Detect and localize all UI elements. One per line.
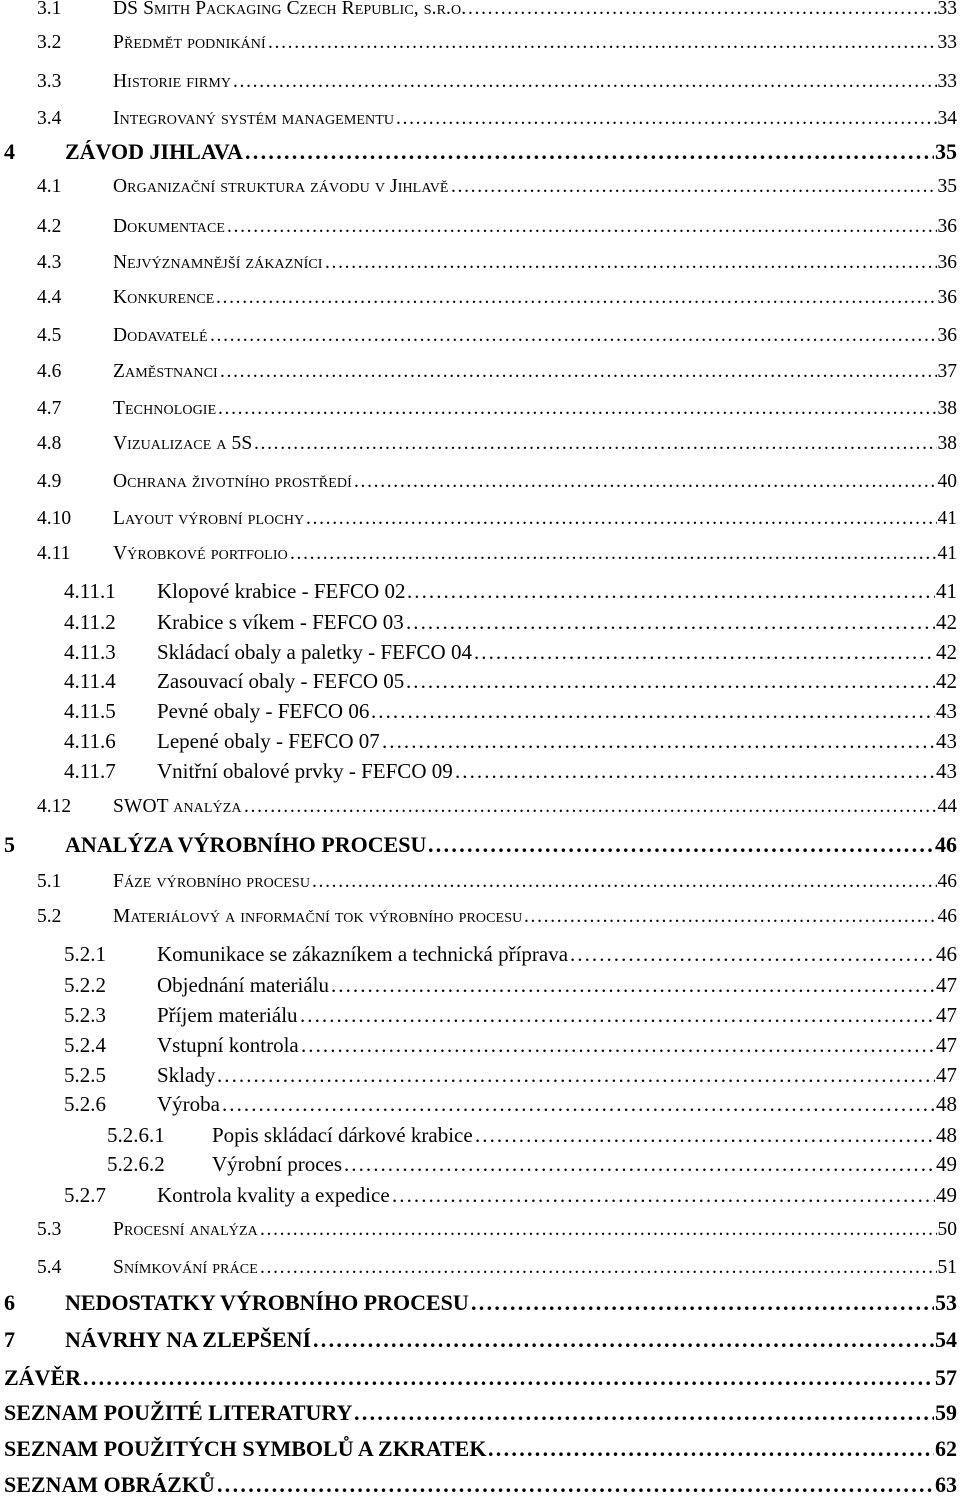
dot-leader <box>227 216 937 238</box>
toc-entry-number: 4.4 <box>37 287 62 308</box>
toc-entry[interactable] <box>0 543 957 565</box>
toc-entry-number: 5.2.6 <box>64 1091 106 1116</box>
dot-leader <box>245 139 934 164</box>
toc-entry-number: 4.1 <box>37 176 62 197</box>
toc-entry-title: Materiálový a informační tok výrobního procesu <box>113 906 523 927</box>
toc-entry-page: 63 <box>935 1471 957 1497</box>
toc-entry[interactable] <box>0 32 957 54</box>
toc-entry[interactable] <box>0 1033 957 1057</box>
toc-entry-title: Výroba <box>157 1091 220 1116</box>
toc-entry[interactable] <box>0 139 957 164</box>
dot-leader <box>455 759 935 783</box>
toc-entry-number: 4.10 <box>37 508 72 529</box>
toc-entry-page: 42 <box>936 668 957 693</box>
toc-entry-number: 4.11.7 <box>64 758 116 783</box>
toc-entry[interactable] <box>0 1257 957 1279</box>
toc-entry-title: SWOT analýza <box>113 796 242 817</box>
dot-leader <box>392 1183 935 1207</box>
toc-entry[interactable] <box>0 471 957 493</box>
dot-leader <box>244 796 937 818</box>
toc-entry[interactable] <box>0 252 957 274</box>
toc-entry-title: Snímkování práce <box>113 1257 258 1278</box>
dot-leader <box>406 610 935 634</box>
toc-entry-page: 48 <box>936 1122 957 1147</box>
toc-entry[interactable] <box>0 508 957 530</box>
dot-leader <box>306 508 937 530</box>
toc-entry-page: 33 <box>937 32 957 53</box>
toc-entry-title: Nejvýznamnější zákazníci <box>113 252 323 273</box>
toc-entry[interactable] <box>0 1123 957 1147</box>
toc-entry-title: Skládací obaly a paletky - FEFCO 04 <box>157 639 472 664</box>
toc-entry-page: 40 <box>937 471 957 492</box>
toc-entry-number: 3.4 <box>37 108 62 129</box>
dot-leader <box>312 871 937 893</box>
toc-entry[interactable] <box>0 0 957 20</box>
dot-leader <box>254 433 937 455</box>
dot-leader <box>217 1472 934 1497</box>
toc-entry-title: DS Smith Packaging Czech Republic, s.r.o. <box>113 0 467 20</box>
toc-entry-title: Klopové krabice - FEFCO 02 <box>157 578 406 603</box>
toc-entry-title: NÁVRHY NA ZLEPŠENÍ <box>65 1326 312 1352</box>
toc-entry[interactable] <box>0 871 957 893</box>
toc-entry[interactable] <box>0 1092 957 1116</box>
toc-entry[interactable] <box>0 1003 957 1027</box>
toc-entry-number: 5.1 <box>37 871 62 892</box>
toc-entry-page: 35 <box>937 176 957 197</box>
dot-leader <box>396 108 937 130</box>
dot-leader <box>300 1003 935 1027</box>
toc-entry-page: 48 <box>936 1091 957 1116</box>
toc-entry-number: 5.3 <box>37 1219 62 1240</box>
toc-entry-page: 46 <box>935 831 957 857</box>
dot-leader <box>354 1400 934 1425</box>
dot-leader <box>331 973 935 997</box>
toc-entry-page: 50 <box>937 1219 957 1240</box>
toc-entry-title: Dokumentace <box>113 216 226 237</box>
toc-entry-number: 4.12 <box>37 796 72 817</box>
toc-entry-page: 41 <box>937 508 957 529</box>
toc-entry-page: 53 <box>935 1289 957 1315</box>
dot-leader <box>217 1063 935 1087</box>
toc-entry-page: 33 <box>937 71 957 92</box>
toc-entry-page: 43 <box>936 758 957 783</box>
toc-entry[interactable] <box>0 669 957 693</box>
dot-leader <box>468 0 937 20</box>
dot-leader <box>301 1033 935 1057</box>
toc-entry-number: 6 <box>4 1289 15 1315</box>
toc-entry-title: SEZNAM POUŽITÉ LITERATURY <box>4 1399 353 1425</box>
toc-entry-title: SEZNAM POUŽITÝCH SYMBOLŮ A ZKRATEK <box>4 1435 487 1461</box>
toc-entry-page: 38 <box>937 433 957 454</box>
toc-entry-page: 38 <box>937 398 957 419</box>
toc-entry[interactable] <box>0 579 957 603</box>
toc-entry-title: Procesní analýza <box>113 1219 258 1240</box>
toc-entry-title: Objednání materiálu <box>157 972 330 997</box>
toc-entry[interactable] <box>0 610 957 634</box>
toc-entry[interactable] <box>0 759 957 783</box>
toc-entry-title: Popis skládací dárkové krabice <box>212 1122 473 1147</box>
toc-entry[interactable] <box>0 1183 957 1207</box>
toc-entry[interactable] <box>0 71 957 93</box>
toc-entry-number: 4 <box>4 138 15 164</box>
toc-entry-number: 4.8 <box>37 433 62 454</box>
dot-leader <box>407 579 935 603</box>
toc-entry-number: 3.1 <box>37 0 62 20</box>
toc-entry-page: 47 <box>936 1062 957 1087</box>
toc-entry[interactable] <box>0 729 957 753</box>
toc-entry-title: Integrovaný systém managementu <box>113 108 395 129</box>
toc-entry-number: 4.3 <box>37 252 62 273</box>
toc-entry-page: 41 <box>937 543 957 564</box>
dot-leader <box>475 1123 935 1147</box>
toc-entry-page: 46 <box>937 906 957 927</box>
toc-entry-number: 4.11.5 <box>64 698 116 723</box>
toc-entry-title: Komunikace se zákazníkem a technická příprava <box>157 941 569 966</box>
toc-entry-number: 5.4 <box>37 1257 62 1278</box>
toc-entry-title: Příjem materiálu <box>157 1002 298 1027</box>
dot-leader <box>451 176 937 198</box>
toc-entry-number: 4.11 <box>37 543 71 564</box>
dot-leader <box>216 287 937 309</box>
toc-entry-page: 49 <box>936 1182 957 1207</box>
toc-entry[interactable] <box>0 906 957 928</box>
toc-entry-page: 34 <box>937 108 957 129</box>
toc-entry-number: 4.11.6 <box>64 728 116 753</box>
toc-entry-number: 4.2 <box>37 216 62 237</box>
toc-entry-page: 49 <box>936 1151 957 1176</box>
toc-entry[interactable] <box>0 287 957 309</box>
toc-entry[interactable] <box>0 1219 957 1241</box>
dot-leader <box>474 640 935 664</box>
toc-entry-page: 37 <box>937 361 957 382</box>
toc-entry-page: 42 <box>936 609 957 634</box>
dot-leader <box>344 1152 935 1176</box>
toc-entry-number: 3.2 <box>37 32 62 53</box>
toc-entry[interactable] <box>0 832 957 857</box>
toc-entry[interactable] <box>0 108 957 130</box>
toc-entry-number: 4.11.1 <box>64 578 116 603</box>
toc-entry-title: Předmět podnikání <box>113 32 266 53</box>
toc-entry-title: Výrobní proces <box>212 1151 343 1176</box>
dot-leader <box>260 1257 937 1279</box>
toc-entry-page: 44 <box>937 796 957 817</box>
toc-entry-number: 4.11.3 <box>64 639 116 664</box>
toc-entry-title: Dodavatelé <box>113 325 208 346</box>
toc-entry-title: Sklady <box>157 1062 216 1087</box>
toc-entry-title: Krabice s víkem - FEFCO 03 <box>157 609 404 634</box>
toc-entry-title: Výrobkové portfolio <box>113 543 288 564</box>
toc-entry-title: Konkurence <box>113 287 215 308</box>
toc-entry[interactable] <box>0 398 957 420</box>
dot-leader <box>354 471 937 493</box>
dot-leader <box>233 71 937 93</box>
toc-entry-title: Vizualizace a 5S <box>113 433 253 454</box>
toc-entry[interactable] <box>0 1063 957 1087</box>
toc-entry-title: Kontrola kvality a expedice <box>157 1182 390 1207</box>
toc-entry-number: 5.2.6.2 <box>107 1151 165 1176</box>
toc-entry-page: 54 <box>935 1326 957 1352</box>
toc-entry-number: 7 <box>4 1326 15 1352</box>
toc-entry-title: Organizační struktura závodu v Jihlavě <box>113 176 449 197</box>
toc-entry-title: ZÁVĚR <box>4 1364 82 1390</box>
toc-entry-number: 4.7 <box>37 398 62 419</box>
toc-entry-page: 33 <box>937 0 957 20</box>
toc-entry-page: 46 <box>937 871 957 892</box>
toc-entry-number: 4.5 <box>37 325 62 346</box>
toc-entry-number: 5.2 <box>37 906 62 927</box>
toc-entry-page: 36 <box>937 287 957 308</box>
toc-entry-title: ZÁVOD JIHLAVA <box>65 138 243 164</box>
toc-entry[interactable] <box>0 325 957 347</box>
toc-entry[interactable] <box>0 1400 957 1425</box>
toc-entry-number: 5.2.3 <box>64 1002 106 1027</box>
dot-leader <box>268 32 937 54</box>
toc-entry-title: Fáze výrobního procesu <box>113 871 311 892</box>
toc-entry-number: 5.2.6.1 <box>107 1122 165 1147</box>
toc-entry-title: Zasouvací obaly - FEFCO 05 <box>157 668 405 693</box>
dot-leader <box>210 325 937 347</box>
toc-entry-page: 41 <box>936 578 957 603</box>
toc-entry-title: Lepené obaly - FEFCO 07 <box>157 728 380 753</box>
toc-entry-number: 5.2.1 <box>64 941 106 966</box>
toc-entry-page: 57 <box>935 1364 957 1390</box>
toc-entry[interactable] <box>0 640 957 664</box>
toc-entry-number: 4.6 <box>37 361 62 382</box>
toc-entry[interactable] <box>0 433 957 455</box>
toc-entry-title: NEDOSTATKY VÝROBNÍHO PROCESU <box>65 1289 469 1315</box>
toc-entry-page: 43 <box>936 728 957 753</box>
toc-entry-title: Vnitřní obalové prvky - FEFCO 09 <box>157 758 453 783</box>
dot-leader <box>325 252 937 274</box>
toc-entry-number: 5.2.4 <box>64 1032 106 1057</box>
toc-entry-title: Historie firmy <box>113 71 232 92</box>
dot-leader <box>220 361 937 383</box>
toc-entry[interactable] <box>0 973 957 997</box>
toc-entry-number: 4.11.4 <box>64 668 116 693</box>
toc-entry-number: 4.9 <box>37 471 62 492</box>
dot-leader <box>83 1365 934 1390</box>
toc-entry-page: 46 <box>936 941 957 966</box>
dot-leader <box>313 1327 934 1352</box>
dot-leader <box>382 729 935 753</box>
toc-entry[interactable] <box>0 1365 957 1390</box>
dot-leader <box>570 942 935 966</box>
toc-entry[interactable] <box>0 176 957 198</box>
toc-entry-page: 51 <box>937 1257 957 1278</box>
dot-leader <box>218 398 937 420</box>
toc-entry-page: 47 <box>936 1032 957 1057</box>
toc-entry-page: 47 <box>936 972 957 997</box>
toc-entry-title: Technologie <box>113 398 217 419</box>
toc-entry[interactable] <box>0 699 957 723</box>
toc-entry-page: 43 <box>936 698 957 723</box>
toc-entry-title: Vstupní kontrola <box>157 1032 299 1057</box>
toc-entry[interactable] <box>0 361 957 383</box>
dot-leader <box>222 1092 935 1116</box>
toc-entry-page: 42 <box>936 639 957 664</box>
toc-entry-title: SEZNAM OBRÁZKŮ <box>4 1471 215 1497</box>
dot-leader <box>406 669 935 693</box>
toc-entry-title: Layout výrobní plochy <box>113 508 305 529</box>
toc-entry[interactable] <box>0 942 957 966</box>
toc-entry-page: 62 <box>935 1435 957 1461</box>
toc-entry-title: Pevné obaly - FEFCO 06 <box>157 698 370 723</box>
toc-entry-number: 5.2.7 <box>64 1182 106 1207</box>
toc-entry-title: ANALÝZA VÝROBNÍHO PROCESU <box>65 831 427 857</box>
toc-entry[interactable] <box>0 1472 957 1497</box>
dot-leader <box>260 1219 937 1241</box>
toc-entry[interactable] <box>0 1290 957 1315</box>
toc-entry-number: 5 <box>4 831 15 857</box>
toc-entry[interactable] <box>0 1327 957 1352</box>
toc-entry[interactable] <box>0 1152 957 1176</box>
dot-leader <box>290 543 937 565</box>
toc-entry-page: 47 <box>936 1002 957 1027</box>
dot-leader <box>488 1436 934 1461</box>
dot-leader <box>371 699 935 723</box>
toc-entry-title: Ochrana životního prostředí <box>113 471 352 492</box>
toc-entry-title: Zaměstnanci <box>113 361 218 382</box>
toc-entry-number: 4.11.2 <box>64 609 116 634</box>
toc-entry-page: 36 <box>937 325 957 346</box>
toc-entry-page: 36 <box>937 252 957 273</box>
toc-entry[interactable] <box>0 216 957 238</box>
toc-entry-page: 35 <box>935 138 957 164</box>
toc-entry-number: 5.2.2 <box>64 972 106 997</box>
toc-entry[interactable] <box>0 796 957 818</box>
toc-entry-page: 36 <box>937 216 957 237</box>
dot-leader <box>524 906 937 928</box>
toc-entry[interactable] <box>0 1436 957 1461</box>
toc-entry-number: 5.2.5 <box>64 1062 106 1087</box>
toc-entry-page: 59 <box>935 1399 957 1425</box>
dot-leader <box>428 832 934 857</box>
toc-entry-number: 3.3 <box>37 71 62 92</box>
dot-leader <box>471 1290 934 1315</box>
